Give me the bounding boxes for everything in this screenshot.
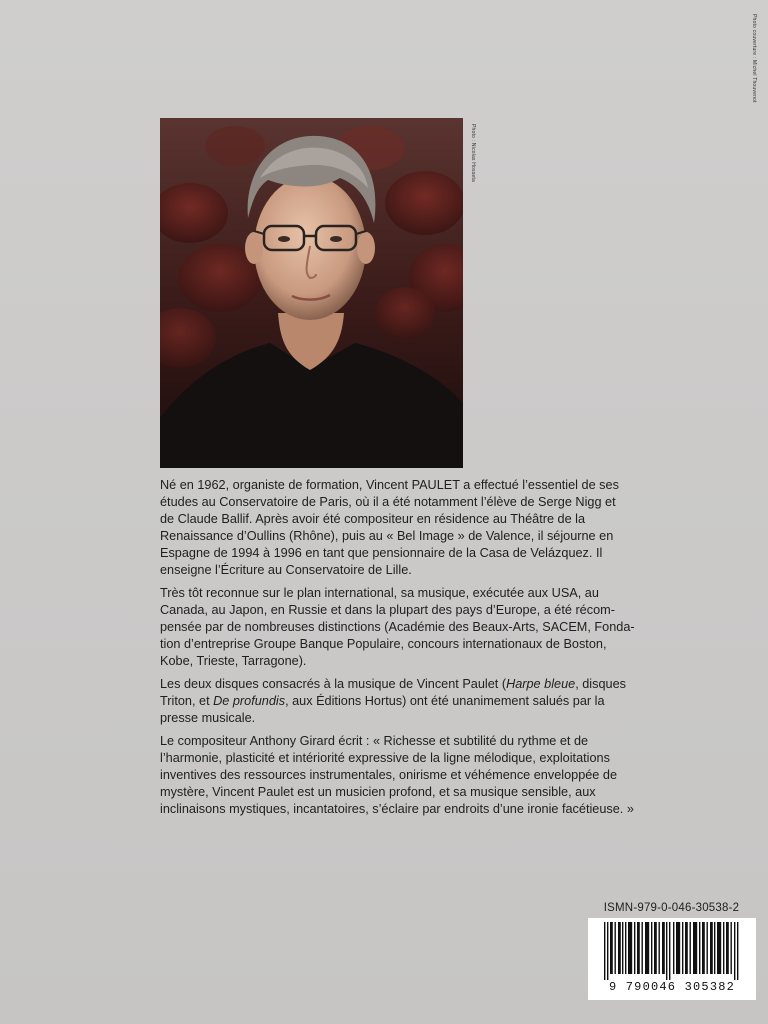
photo-credit: Photo : Nicolas Hosseta bbox=[470, 124, 476, 182]
barcode bbox=[588, 918, 756, 1000]
bio-line: Les deux disques consacrés à la musique de Vincent Paulet (Harpe bleue, disques bbox=[160, 677, 626, 691]
bio-line: Espagne de 1994 à 1996 en tant que pensionnaire de la Casa de Velázquez. Il bbox=[160, 546, 603, 560]
bio-line: enseigne l’Écriture au Conservatoire de Lille. bbox=[160, 563, 412, 577]
bio-line: Kobe, Trieste, Tarragone). bbox=[160, 654, 307, 668]
bio-line: presse musicale. bbox=[160, 711, 256, 725]
bio-line: Triton, et De profundis, aux Éditions Hortus) ont été unanimement salués par la bbox=[160, 694, 605, 708]
bio-paragraph-1 bbox=[160, 477, 619, 579]
bio-line: Renaissance d’Oullins (Rhône), puis au « Bel Image » de Valence, il séjourne en bbox=[160, 529, 614, 543]
bio-line: études au Conservatoire de Paris, où il a été notamment l’élève de Serge Nigg et bbox=[160, 495, 616, 509]
barcode-digits: 9 790046 305382 bbox=[608, 980, 736, 994]
album-title-harpe-bleue: Harpe bleue bbox=[506, 677, 576, 691]
bio-line: inventives des ressources instrumentales, onirisme et véhémence enveloppée de bbox=[160, 768, 617, 782]
cover-photo-credit: Photo couverture : Michel Thouvenot bbox=[751, 14, 757, 103]
bio-paragraph-2 bbox=[160, 585, 635, 670]
bio-line: l’harmonie, plasticité et intériorité expressive de la ligne mélodique, exploitations bbox=[160, 751, 610, 765]
barcode-bars bbox=[596, 922, 748, 980]
composer-biography bbox=[160, 477, 635, 824]
bio-line: de Claude Ballif. Après avoir été compositeur en résidence au Théâtre de la bbox=[160, 512, 586, 526]
bio-line: Canada, au Japon, en Russie et dans la plupart des pays d’Europe, a été récom- bbox=[160, 603, 615, 617]
bio-line: inclinaisons mystiques, incantatoires, s’éclaire par endroits d’une ironie facétieuse. » bbox=[160, 802, 634, 816]
bio-line: Né en 1962, organiste de formation, Vincent PAULET a effectué l’essentiel de ses bbox=[160, 478, 619, 492]
composer-portrait-photo bbox=[160, 118, 463, 468]
bio-line: mystère, Vincent Paulet est un musicien profond, et sa musique sensible, aux bbox=[160, 785, 596, 799]
bio-line: pensée par de nombreuses distinctions (Académie des Beaux-Arts, SACEM, Fonda- bbox=[160, 620, 635, 634]
bio-line: Très tôt reconnue sur le plan international, sa musique, exécutée aux USA, au bbox=[160, 586, 599, 600]
ismn-label: ISMN-979-0-046-30538-2 bbox=[603, 902, 740, 914]
bio-paragraph-3 bbox=[160, 676, 626, 727]
bio-line: Le compositeur Anthony Girard écrit : « Richesse et subtilité du rythme et de bbox=[160, 734, 589, 748]
bio-line: tion d’entreprise Groupe Banque Populaire, concours internationaux de Boston, bbox=[160, 637, 607, 651]
album-title-de-profundis: De profundis bbox=[213, 694, 286, 708]
bio-paragraph-4 bbox=[160, 733, 634, 818]
